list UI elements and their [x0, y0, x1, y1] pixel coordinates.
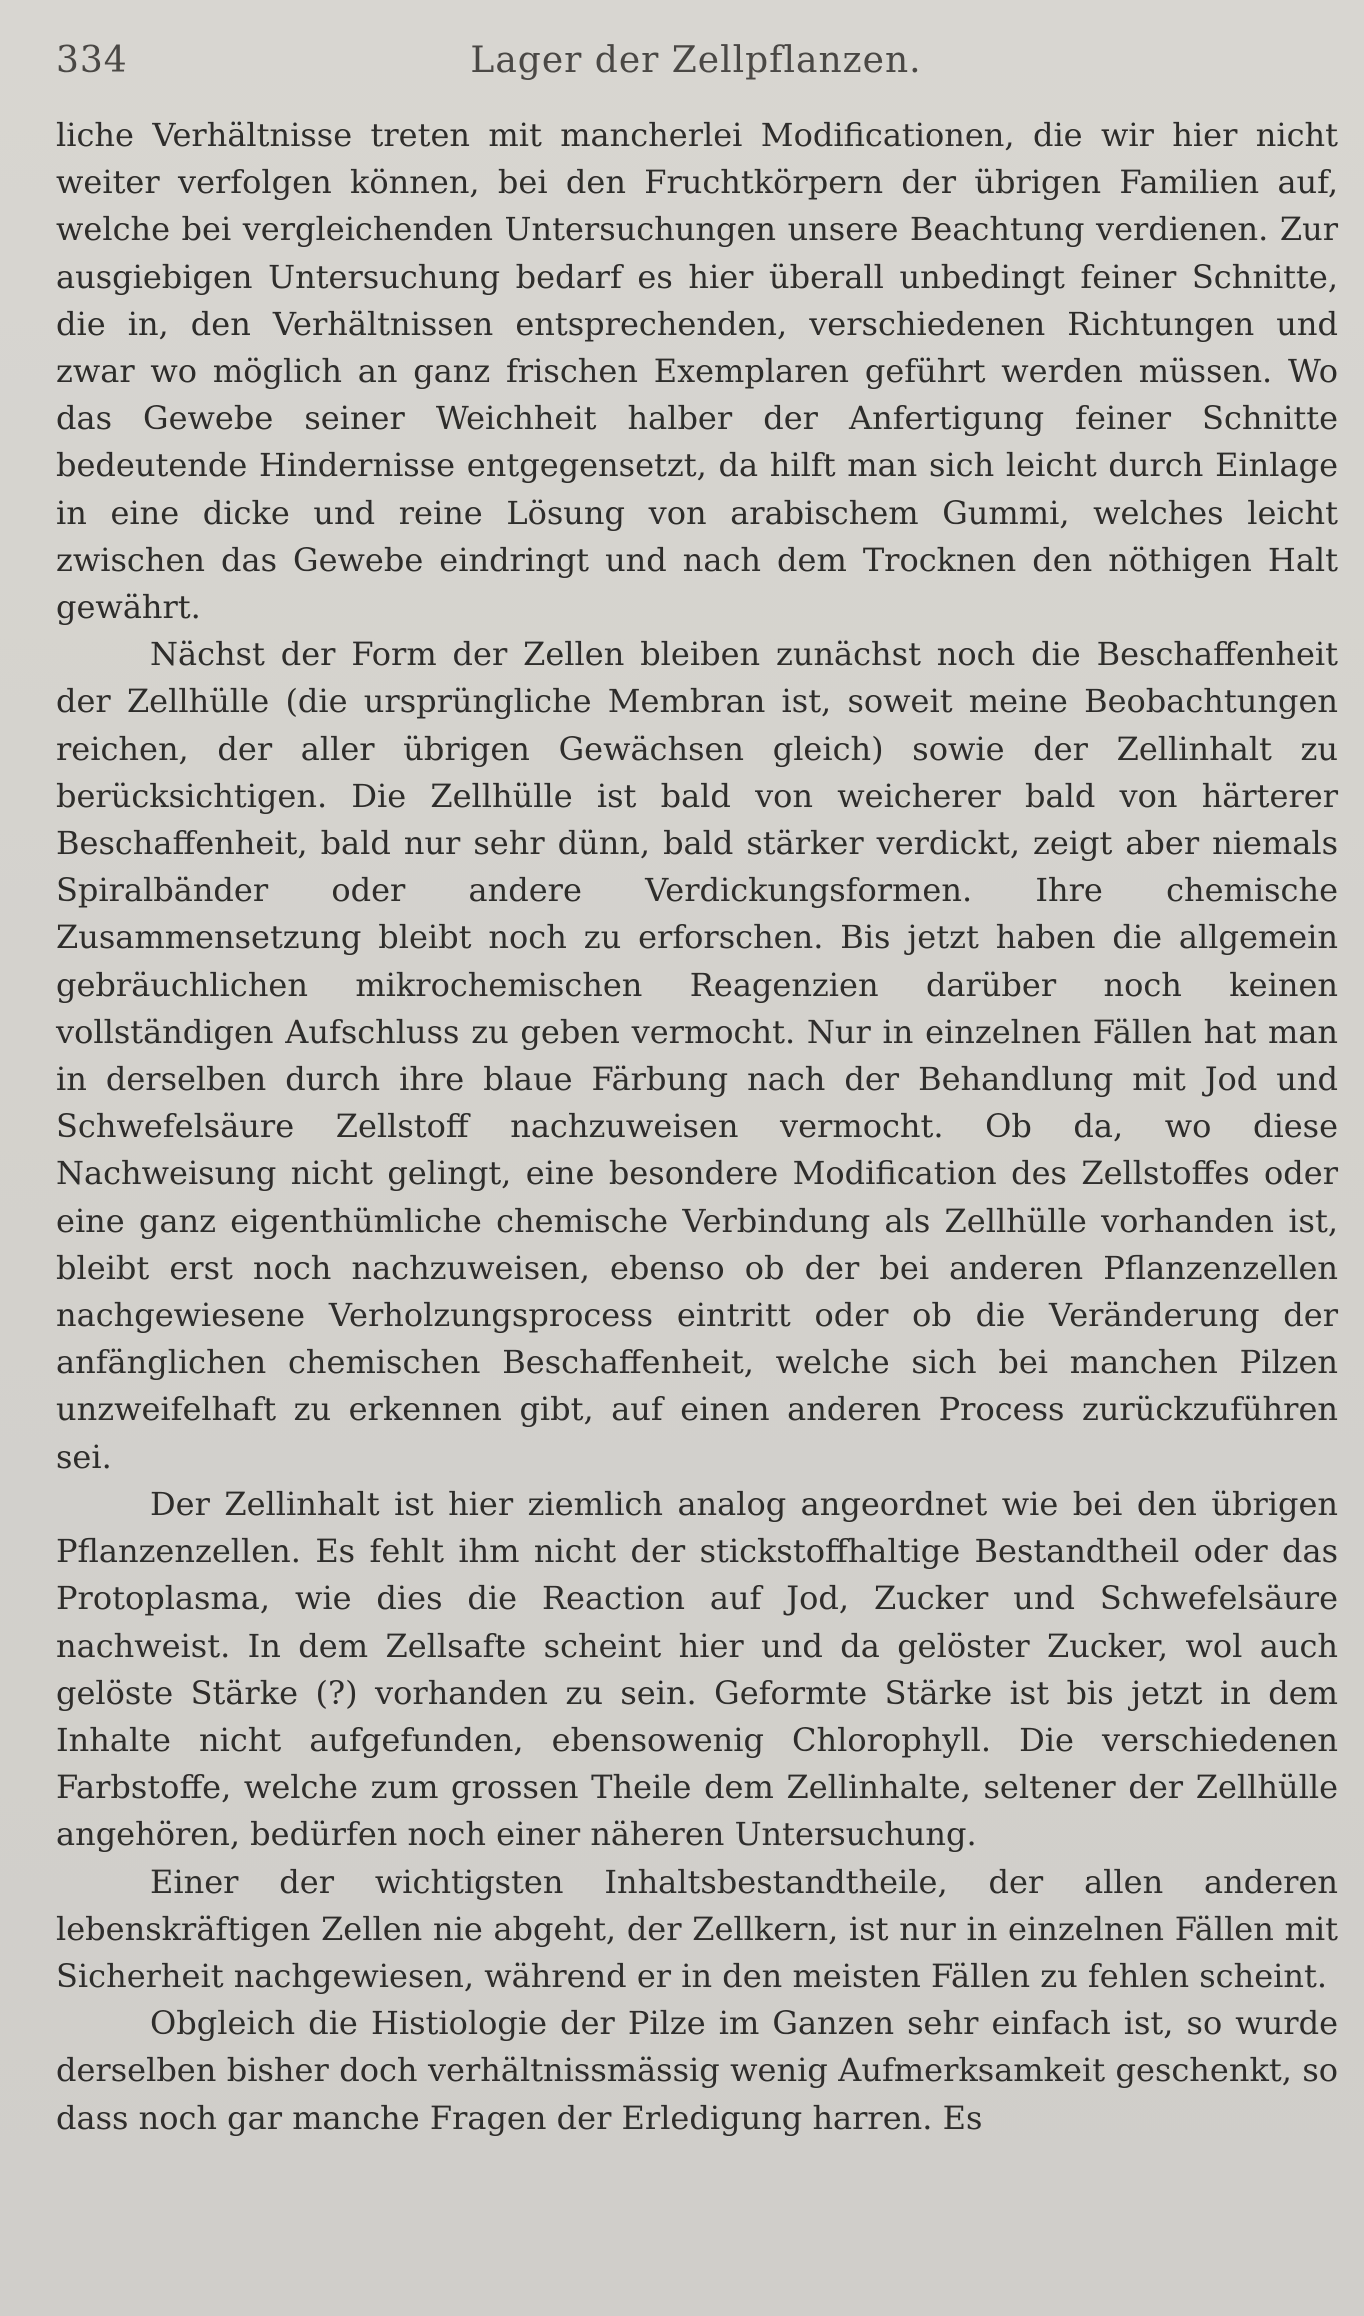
- page-header: [56, 40, 1336, 92]
- paragraph-zellkern: Einer der wichtigsten Inhaltsbestandtheile, der allen anderen lebenskräftigen Zellen nie abgeht, der Zellkern, ist nur in einzelnen Fällen mit Sicherheit nachgewiesen, während er in den meisten Fällen zu fehlen scheint.: [56, 1862, 1338, 1995]
- running-head: Lager der Zellpflanzen.: [470, 40, 922, 81]
- paragraph-histiologie: Obgleich die Histiologie der Pilze im Ganzen sehr einfach ist, so wurde derselben bisher doch verhältnissmässig wenig Aufmerksamkeit geschenkt, so dass noch gar manche Fragen der Erledigung harren. Es: [56, 2004, 1338, 2137]
- paragraph-zellhuelle: Nächst der Form der Zellen bleiben zunächst noch die Beschaffenheit der Zellhülle (die ursprüngliche Membran ist, soweit meine Beobachtungen reichen, der aller übrigen Gewächsen gleich) sowie der Zellinhalt zu berücksichtigen. Die Zellhülle ist bald von weicherer bald von härterer Beschaffenheit, bald nur sehr dünn, bald stärker verdickt, zeigt aber niemals Spiralbänder oder andere Verdickungsformen. Ihre chemische Zusammensetzung bleibt noch zu erforschen. Bis jetzt haben die allgemein gebräuchlichen mikrochemischen Reagenzien darüber noch keinen vollständigen Aufschluss zu geben vermocht. Nur in einzelnen Fällen hat man in derselben durch ihre blaue Färbung nach der Behandlung mit Jod und Schwefelsäure Zellstoff nachzuweisen vermocht. Ob da, wo diese Nachweisung nicht gelingt, eine besondere Modification des Zellstoffes oder eine ganz eigenthümliche chemische Verbindung als Zellhülle vorhanden ist, bleibt erst noch nachzuweisen, ebenso ob der bei anderen Pflanzenzellen nachgewiesene Verholzungsprocess eintritt oder ob die Veränderung der anfänglichen chemischen Beschaffenheit, welche sich bei manchen Pilzen unzweifelhaft zu erkennen gibt, auf einen anderen Process zurückzuführen sei.: [56, 635, 1338, 1476]
- page-number: 334: [56, 40, 128, 81]
- paragraph-zellinhalt: Der Zellinhalt ist hier ziemlich analog angeordnet wie bei den übrigen Pflanzenzellen. Es fehlt ihm nicht der stickstoffhaltige Bestandtheil oder das Protoplasma, wie dies die Reaction auf Jod, Zucker und Schwefelsäure nachweist. In dem Zellsafte scheint hier und da gelöster Zucker, wol auch gelöste Stärke (?) vorhanden zu sein. Geformte Stärke ist bis jetzt in dem Inhalte nicht aufgefunden, ebensowenig Chlorophyll. Die verschiedenen Farbstoffe, welche zum grossen Theile dem Zellinhalte, seltener der Zellhülle angehören, bedürfen noch einer näheren Untersuchung.: [56, 1484, 1338, 1854]
- body-text: [56, 112, 1338, 2142]
- paragraph-continuation: liche Verhältnisse treten mit mancherlei Modificationen, die wir hier nicht weiter verfolgen können, bei den Fruchtkörpern der übrigen Familien auf, welche bei vergleichenden Untersuchungen unsere Beachtung verdienen. Zur ausgiebigen Untersuchung bedarf es hier überall unbedingt feiner Schnitte, die in, den Verhältnissen entsprechenden, verschiedenen Richtungen und zwar wo möglich an ganz frischen Exemplaren geführt werden müssen. Wo das Gewebe seiner Weichheit halber der Anfertigung feiner Schnitte bedeutende Hindernisse entgegensetzt, da hilft man sich leicht durch Einlage in eine dicke und reine Lösung von arabischem Gummi, welches leicht zwischen das Gewebe eindringt und nach dem Trocknen den nöthigen Halt gewährt.: [56, 116, 1338, 627]
